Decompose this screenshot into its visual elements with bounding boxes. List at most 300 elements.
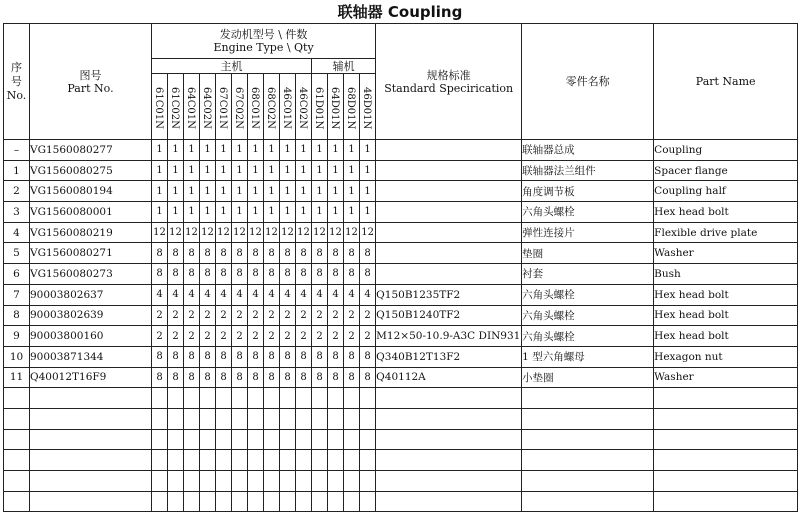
row-name-zh: 六角头螺栓 <box>522 284 654 305</box>
row-qty: 8 <box>168 243 184 264</box>
empty-cell <box>654 471 798 492</box>
row-qty: 1 <box>168 160 184 181</box>
row-spec <box>376 160 522 181</box>
empty-cell <box>312 450 328 471</box>
row-qty: 2 <box>328 305 344 326</box>
row-qty: 4 <box>216 284 232 305</box>
row-qty: 4 <box>184 284 200 305</box>
header-engine-en: Engine Type \ Qty <box>213 41 314 54</box>
row-qty: 1 <box>232 202 248 223</box>
header-engine-46c01n <box>280 74 296 140</box>
row-qty: 1 <box>344 160 360 181</box>
table-row <box>4 222 798 243</box>
table-row <box>4 305 798 326</box>
row-qty: 12 <box>344 222 360 243</box>
row-no: 8 <box>4 305 30 326</box>
row-qty: 2 <box>312 326 328 347</box>
empty-cell <box>296 388 312 409</box>
row-qty: 1 <box>152 202 168 223</box>
header-seq <box>4 24 30 140</box>
row-qty: 4 <box>312 284 328 305</box>
empty-cell <box>280 491 296 512</box>
empty-cell <box>232 450 248 471</box>
engine-type-label: 67C01N <box>217 87 228 129</box>
row-qty: 1 <box>184 140 200 161</box>
empty-cell <box>200 388 216 409</box>
empty-cell <box>328 471 344 492</box>
engine-type-label: 61D01N <box>313 86 324 130</box>
engine-type-label: 46C02N <box>297 87 308 129</box>
empty-cell <box>216 471 232 492</box>
empty-cell <box>654 491 798 512</box>
row-qty: 2 <box>152 326 168 347</box>
row-qty: 2 <box>360 305 376 326</box>
row-qty: 1 <box>200 160 216 181</box>
row-qty: 8 <box>280 264 296 285</box>
row-qty: 8 <box>216 264 232 285</box>
row-no: 1 <box>4 160 30 181</box>
empty-cell <box>522 471 654 492</box>
empty-cell <box>232 491 248 512</box>
row-qty: 1 <box>216 202 232 223</box>
empty-cell <box>522 491 654 512</box>
empty-cell <box>248 471 264 492</box>
empty-cell <box>280 471 296 492</box>
row-qty: 8 <box>360 346 376 367</box>
empty-cell <box>216 450 232 471</box>
empty-cell <box>296 450 312 471</box>
row-spec <box>376 181 522 202</box>
header-engine-zh: 发动机型号 \ 件数 <box>219 28 308 41</box>
engine-type-label: 67C02N <box>233 87 244 129</box>
row-qty: 2 <box>168 326 184 347</box>
row-qty: 8 <box>328 346 344 367</box>
row-qty: 1 <box>360 181 376 202</box>
empty-cell <box>200 408 216 429</box>
row-qty: 2 <box>280 305 296 326</box>
row-part-no: VG1560080001 <box>30 202 152 223</box>
empty-cell <box>168 491 184 512</box>
row-qty: 1 <box>344 181 360 202</box>
row-no: 3 <box>4 202 30 223</box>
row-qty: 8 <box>328 367 344 388</box>
empty-cell <box>344 450 360 471</box>
empty-cell <box>248 408 264 429</box>
row-qty: 4 <box>248 284 264 305</box>
empty-cell <box>328 388 344 409</box>
empty-cell <box>30 471 152 492</box>
row-qty: 8 <box>216 346 232 367</box>
empty-cell <box>654 429 798 450</box>
row-qty: 8 <box>344 264 360 285</box>
row-name-zh: 六角头螺栓 <box>522 305 654 326</box>
row-qty: 8 <box>232 264 248 285</box>
row-qty: 4 <box>232 284 248 305</box>
header-engine-61d01n <box>312 74 328 140</box>
empty-cell <box>654 450 798 471</box>
empty-cell <box>344 491 360 512</box>
row-qty: 8 <box>344 243 360 264</box>
header-engine-67c02n <box>232 74 248 140</box>
engine-type-label: 64D01N <box>329 86 340 130</box>
row-qty: 1 <box>248 181 264 202</box>
row-qty: 1 <box>200 181 216 202</box>
empty-cell <box>312 388 328 409</box>
row-qty: 1 <box>264 140 280 161</box>
row-spec: Q340B12T13F2 <box>376 346 522 367</box>
row-qty: 8 <box>200 264 216 285</box>
empty-row <box>4 408 798 429</box>
empty-cell <box>216 429 232 450</box>
empty-cell <box>654 388 798 409</box>
row-qty: 1 <box>280 140 296 161</box>
empty-cell <box>264 471 280 492</box>
row-qty: 1 <box>280 202 296 223</box>
row-qty: 2 <box>168 305 184 326</box>
row-name-en: Coupling half <box>654 181 798 202</box>
row-qty: 1 <box>168 202 184 223</box>
empty-cell <box>30 408 152 429</box>
header-part-no <box>30 24 152 140</box>
row-qty: 1 <box>312 181 328 202</box>
row-part-no: 90003871344 <box>30 346 152 367</box>
empty-cell <box>232 429 248 450</box>
empty-cell <box>200 471 216 492</box>
empty-cell <box>522 408 654 429</box>
row-qty: 1 <box>280 160 296 181</box>
row-name-zh: 联轴器法兰组件 <box>522 160 654 181</box>
row-spec <box>376 264 522 285</box>
header-name-zh: 零件名称 <box>522 24 654 140</box>
empty-cell <box>654 408 798 429</box>
row-qty: 1 <box>360 202 376 223</box>
empty-cell <box>280 388 296 409</box>
row-qty: 8 <box>184 346 200 367</box>
empty-cell <box>522 429 654 450</box>
row-qty: 4 <box>152 284 168 305</box>
row-qty: 2 <box>264 305 280 326</box>
row-name-en: Hexagon nut <box>654 346 798 367</box>
row-name-en: Bush <box>654 264 798 285</box>
empty-cell <box>376 491 522 512</box>
row-qty: 1 <box>312 202 328 223</box>
row-name-en: Hex head bolt <box>654 284 798 305</box>
row-qty: 8 <box>344 367 360 388</box>
row-qty: 2 <box>312 305 328 326</box>
row-qty: 12 <box>328 222 344 243</box>
table-row <box>4 326 798 347</box>
empty-cell <box>4 450 30 471</box>
header-engine-68d01n <box>344 74 360 140</box>
row-qty: 1 <box>200 202 216 223</box>
empty-cell <box>152 408 168 429</box>
row-part-no: 90003800160 <box>30 326 152 347</box>
row-qty: 8 <box>296 264 312 285</box>
row-qty: 8 <box>296 346 312 367</box>
row-qty: 4 <box>264 284 280 305</box>
engine-type-label: 46C01N <box>281 87 292 129</box>
row-qty: 8 <box>312 346 328 367</box>
empty-cell <box>344 388 360 409</box>
row-no: 4 <box>4 222 30 243</box>
empty-cell <box>184 388 200 409</box>
row-qty: 12 <box>168 222 184 243</box>
row-no: 9 <box>4 326 30 347</box>
header-spec-en: Standard Specirication <box>384 81 514 95</box>
row-qty: 4 <box>296 284 312 305</box>
parts-table <box>3 23 798 512</box>
empty-cell <box>30 491 152 512</box>
empty-row <box>4 450 798 471</box>
empty-cell <box>4 471 30 492</box>
row-qty: 8 <box>216 367 232 388</box>
empty-cell <box>376 408 522 429</box>
row-qty: 8 <box>328 243 344 264</box>
row-qty: 8 <box>264 243 280 264</box>
row-spec: Q40112A <box>376 367 522 388</box>
row-name-zh: 六角头螺栓 <box>522 202 654 223</box>
row-name-en: Washer <box>654 243 798 264</box>
row-qty: 1 <box>232 181 248 202</box>
empty-cell <box>30 388 152 409</box>
row-part-no: VG1560080275 <box>30 160 152 181</box>
row-qty: 12 <box>360 222 376 243</box>
empty-cell <box>296 408 312 429</box>
row-name-en: Hex head bolt <box>654 305 798 326</box>
empty-cell <box>376 388 522 409</box>
empty-cell <box>296 471 312 492</box>
empty-cell <box>360 450 376 471</box>
row-qty: 8 <box>360 264 376 285</box>
row-qty: 1 <box>152 160 168 181</box>
row-name-en: Hex head bolt <box>654 326 798 347</box>
row-name-zh: 角度调节板 <box>522 181 654 202</box>
row-qty: 8 <box>152 367 168 388</box>
header-main-engine: 主机 <box>152 59 312 74</box>
row-qty: 2 <box>328 326 344 347</box>
row-name-zh: 衬套 <box>522 264 654 285</box>
row-qty: 1 <box>296 140 312 161</box>
row-part-no: 90003802639 <box>30 305 152 326</box>
empty-cell <box>344 408 360 429</box>
row-qty: 8 <box>152 243 168 264</box>
row-qty: 8 <box>360 243 376 264</box>
empty-row <box>4 491 798 512</box>
empty-cell <box>312 429 328 450</box>
empty-cell <box>296 491 312 512</box>
row-qty: 1 <box>264 202 280 223</box>
empty-cell <box>360 388 376 409</box>
row-qty: 2 <box>232 326 248 347</box>
row-qty: 2 <box>360 326 376 347</box>
row-qty: 1 <box>248 140 264 161</box>
empty-cell <box>184 429 200 450</box>
empty-cell <box>168 388 184 409</box>
empty-cell <box>280 429 296 450</box>
row-qty: 12 <box>296 222 312 243</box>
empty-cell <box>216 491 232 512</box>
row-qty: 1 <box>168 181 184 202</box>
row-part-no: VG1560080194 <box>30 181 152 202</box>
row-part-no: VG1560080273 <box>30 264 152 285</box>
row-qty: 1 <box>184 160 200 181</box>
row-qty: 2 <box>152 305 168 326</box>
empty-cell <box>200 491 216 512</box>
engine-type-label: 68D01N <box>345 86 356 130</box>
empty-row <box>4 429 798 450</box>
row-part-no: VG1560080219 <box>30 222 152 243</box>
row-no: 5 <box>4 243 30 264</box>
row-qty: 8 <box>264 367 280 388</box>
row-qty: 8 <box>232 243 248 264</box>
empty-cell <box>152 491 168 512</box>
row-qty: 12 <box>264 222 280 243</box>
table-row <box>4 264 798 285</box>
empty-cell <box>264 429 280 450</box>
row-qty: 12 <box>280 222 296 243</box>
empty-cell <box>312 491 328 512</box>
row-qty: 1 <box>312 140 328 161</box>
row-qty: 8 <box>232 367 248 388</box>
row-qty: 8 <box>152 346 168 367</box>
row-qty: 12 <box>200 222 216 243</box>
row-qty: 8 <box>280 346 296 367</box>
row-no: 6 <box>4 264 30 285</box>
row-qty: 1 <box>152 140 168 161</box>
row-name-zh: 1 型六角螺母 <box>522 346 654 367</box>
row-qty: 2 <box>216 305 232 326</box>
empty-cell <box>232 388 248 409</box>
table-row <box>4 243 798 264</box>
empty-cell <box>376 429 522 450</box>
empty-cell <box>248 450 264 471</box>
empty-cell <box>264 491 280 512</box>
empty-cell <box>152 450 168 471</box>
row-qty: 1 <box>360 160 376 181</box>
empty-cell <box>200 429 216 450</box>
row-qty: 1 <box>152 181 168 202</box>
header-engine-46c02n <box>296 74 312 140</box>
row-qty: 2 <box>296 326 312 347</box>
empty-cell <box>168 429 184 450</box>
empty-cell <box>30 429 152 450</box>
table-row <box>4 140 798 161</box>
engine-type-label: 61C01N <box>153 87 164 129</box>
row-spec <box>376 202 522 223</box>
empty-cell <box>328 491 344 512</box>
page-title: 联轴器 Coupling <box>337 3 463 21</box>
row-qty: 8 <box>248 367 264 388</box>
row-qty: 2 <box>216 326 232 347</box>
row-spec: Q150B1235TF2 <box>376 284 522 305</box>
row-spec: M12×50-10.9-A3C DIN931 <box>376 326 522 347</box>
row-qty: 1 <box>216 140 232 161</box>
header-engine-61c02n <box>168 74 184 140</box>
empty-cell <box>30 450 152 471</box>
row-qty: 2 <box>232 305 248 326</box>
row-spec <box>376 140 522 161</box>
empty-cell <box>264 408 280 429</box>
row-name-zh: 弹性连接片 <box>522 222 654 243</box>
empty-cell <box>4 429 30 450</box>
row-qty: 8 <box>200 243 216 264</box>
row-qty: 1 <box>248 202 264 223</box>
empty-cell <box>360 429 376 450</box>
empty-cell <box>344 429 360 450</box>
empty-cell <box>4 388 30 409</box>
row-qty: 8 <box>328 264 344 285</box>
table-row <box>4 367 798 388</box>
row-qty: 4 <box>360 284 376 305</box>
row-qty: 1 <box>328 140 344 161</box>
row-qty: 12 <box>248 222 264 243</box>
row-qty: 2 <box>184 305 200 326</box>
row-qty: 1 <box>328 202 344 223</box>
header-engine-68c02n <box>264 74 280 140</box>
empty-cell <box>280 408 296 429</box>
row-qty: 8 <box>184 243 200 264</box>
row-qty: 1 <box>216 160 232 181</box>
row-qty: 1 <box>232 160 248 181</box>
row-qty: 8 <box>264 264 280 285</box>
row-qty: 1 <box>168 140 184 161</box>
empty-cell <box>328 408 344 429</box>
empty-cell <box>152 471 168 492</box>
row-qty: 8 <box>248 346 264 367</box>
row-part-no: 90003802637 <box>30 284 152 305</box>
row-qty: 8 <box>232 346 248 367</box>
row-qty: 8 <box>344 346 360 367</box>
row-qty: 1 <box>232 140 248 161</box>
empty-cell <box>522 388 654 409</box>
row-qty: 8 <box>200 346 216 367</box>
table-row <box>4 346 798 367</box>
empty-cell <box>168 450 184 471</box>
engine-type-label: 68C02N <box>265 87 276 129</box>
row-name-en: Flexible drive plate <box>654 222 798 243</box>
empty-cell <box>280 450 296 471</box>
row-qty: 1 <box>264 181 280 202</box>
table-row <box>4 181 798 202</box>
empty-cell <box>216 388 232 409</box>
row-qty: 1 <box>184 202 200 223</box>
header-spec-zh: 规格标准 <box>426 68 471 82</box>
header-engine-64d01n <box>328 74 344 140</box>
engine-type-label: 46D01N <box>361 86 372 130</box>
row-qty: 8 <box>280 243 296 264</box>
row-part-no: Q40012T16F9 <box>30 367 152 388</box>
row-qty: 8 <box>248 264 264 285</box>
row-part-no: VG1560080277 <box>30 140 152 161</box>
row-name-en: Spacer flange <box>654 160 798 181</box>
header-engine-68c01n <box>248 74 264 140</box>
engine-type-label: 64C02N <box>201 87 212 129</box>
header-name-en: Part Name <box>654 24 798 140</box>
row-qty: 1 <box>296 160 312 181</box>
row-name-en: Washer <box>654 367 798 388</box>
header-seq-en: No. <box>6 89 27 102</box>
row-qty: 4 <box>328 284 344 305</box>
header-engine-type <box>152 24 376 59</box>
row-qty: 8 <box>312 367 328 388</box>
empty-cell <box>312 471 328 492</box>
row-qty: 4 <box>200 284 216 305</box>
row-qty: 8 <box>168 367 184 388</box>
header-engine-64c02n <box>200 74 216 140</box>
empty-cell <box>184 450 200 471</box>
row-qty: 12 <box>232 222 248 243</box>
header-seq-zh: 序号 <box>11 61 22 88</box>
